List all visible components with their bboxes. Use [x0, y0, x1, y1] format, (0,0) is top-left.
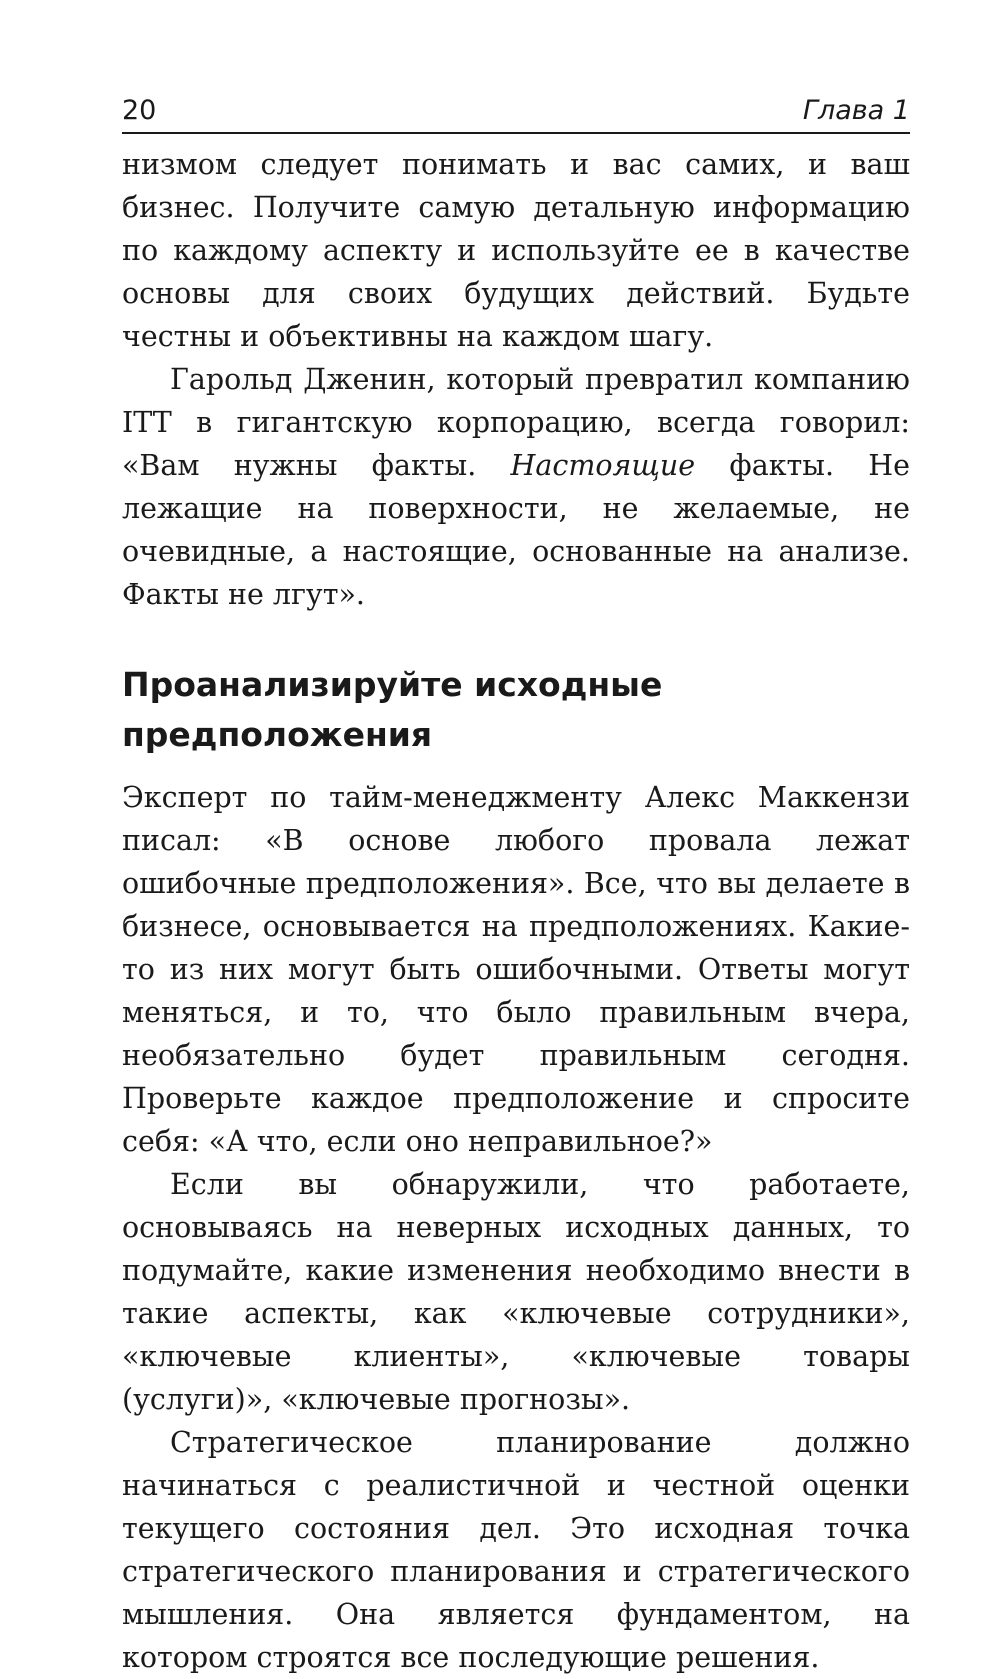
section-heading-line-1: Проанализируйте исходные — [122, 665, 663, 704]
emphasized-word: Настоящие — [510, 449, 696, 482]
paragraph-geneen-quote — [122, 358, 910, 616]
running-header — [122, 92, 910, 134]
paragraph-mackenzie: Эксперт по тайм-менеджменту Алекс Маккензи писал: «В основе любого провала лежат ошибочные предположения». Все, что вы делаете в бизнесе, основывается на предположениях. Какие-то из них могут быть ошибочными. Ответы могут меняться, и то, что было правильным вчера, необязательно будет правильным сегодня. Проверьте каждое предположение и спросите себя: «А что, если оно неправильное?» — [122, 781, 910, 1158]
section-heading — [122, 660, 910, 760]
chapter-title: Глава 1 — [802, 95, 910, 126]
section-heading-line-2: предположения — [122, 715, 433, 754]
quote-text-end: факты. Не лежащие на поверхности, не желаемые, не очевидные, а настоящие, основанные на анализе. Факты не лгут». — [122, 449, 910, 611]
paragraph-strategic-planning: Стратегическое планирование должно начинаться с реалистичной и честной оценки текущего состояния дел. Это исходная точка стратегического планирования и стратегического мышления. Она является фундаментом, на котором строятся все последующие решения. — [122, 1426, 910, 1674]
page-body — [122, 143, 910, 1679]
paragraph-wrong-assumptions: Если вы обнаружили, что работаете, основываясь на неверных исходных данных, то подумайте, какие изменения необходимо внести в такие аспекты, как «ключевые сотрудники», «ключевые клиенты», «ключевые товары (услуги)», «ключевые прогнозы». — [122, 1168, 910, 1416]
quote-text-start: Гарольд Дженин, который превратил компанию ITT в гигантскую корпорацию, всегда говорил: «Вам нужны факты. — [122, 363, 910, 482]
paragraph-continued: низмом следует понимать и вас самих, и ваш бизнес. Получите самую детальную информацию по каждому аспекту и используйте ее в качестве основы для своих будущих действий. Будьте честны и объективны на каждом шагу. — [122, 148, 910, 353]
page-number: 20 — [122, 95, 157, 126]
